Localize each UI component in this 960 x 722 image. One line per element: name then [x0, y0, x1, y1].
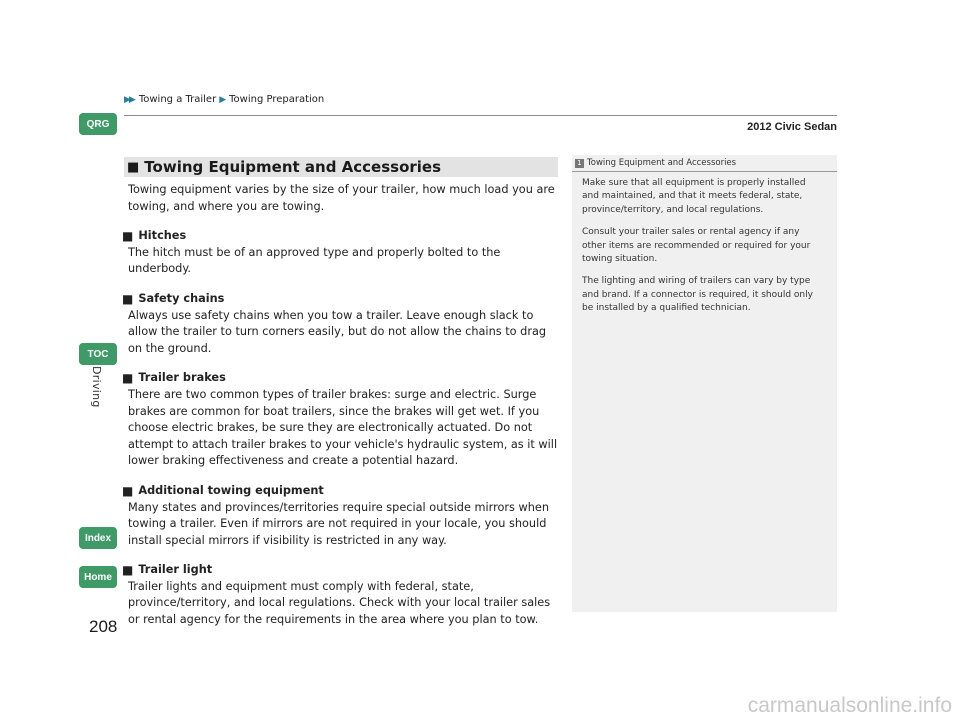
home-button[interactable]: Home — [79, 566, 117, 588]
chapter-label: Driving — [90, 366, 103, 408]
note-body — [572, 172, 837, 316]
subsection-trailer-brakes — [122, 370, 560, 470]
note-paragraph: Consult your trailer sales or rental agency if any other items are recommended or required for your towing situation. — [582, 227, 811, 265]
subsection-title: Hitches — [138, 229, 187, 243]
subsection-heading — [122, 562, 560, 579]
subsection-text: The hitch must be of an approved type and properly bolted to the underbody. — [128, 245, 501, 276]
subsection-text: Trailer lights and equipment must comply with federal, state, province/territory, and local regulations. Check with your local trailer sales or rental agency for the requirements in the area where you plan to tow. — [128, 579, 551, 627]
subsection-safety-chains — [122, 291, 560, 357]
subsection-title: Trailer light — [138, 563, 213, 577]
subsection-additional-equipment — [122, 483, 560, 549]
square-bullet-icon: ■ — [122, 291, 134, 306]
breadcrumb-link-towing-preparation[interactable]: Towing Preparation — [229, 94, 325, 105]
square-bullet-icon: ■ — [122, 229, 134, 244]
qrg-button[interactable]: QRG — [79, 113, 117, 135]
index-button[interactable]: Index — [79, 527, 117, 549]
subsection-title: Additional towing equipment — [138, 483, 324, 497]
breadcrumb-link-towing-trailer[interactable]: Towing a Trailer — [138, 94, 217, 105]
note-sidebar — [572, 155, 837, 612]
breadcrumb-arrow-icon: ▶▶ — [124, 94, 134, 105]
note-paragraph: The lighting and wiring of trailers can vary by type and brand. If a connector is required, it should only be installed by a qualified technician. — [582, 276, 813, 314]
subsection-text: Always use safety chains when you tow a trailer. Leave enough slack to allow the trailer to turn corners easily, but do not allow the chains to drag on the ground. — [128, 308, 547, 355]
section-intro: Towing equipment varies by the size of your trailer, how much load you are towing, and where you are towing. — [128, 183, 555, 213]
subsection-text: Many states and provinces/territories require special outside mirrors when towing a trailer. Even if mirrors are not required in your locale, you should install special mirrors if visibility is restricted in any way. — [128, 500, 550, 547]
square-bullet-icon: ■ — [122, 483, 134, 498]
subsection-heading — [122, 483, 560, 500]
breadcrumb-arrow-icon: ▶ — [219, 94, 225, 105]
model-title: 2012 Civic Sedan — [747, 121, 837, 133]
subsection-heading — [122, 228, 560, 245]
note-heading — [572, 155, 837, 168]
toc-button[interactable]: TOC — [79, 343, 117, 365]
subsection-title: Trailer brakes — [138, 371, 226, 385]
note-number-badge: 1 — [575, 159, 584, 168]
main-content — [122, 182, 560, 629]
square-bullet-icon: ■ — [127, 159, 140, 175]
square-bullet-icon: ■ — [122, 563, 134, 578]
subsection-title: Safety chains — [138, 291, 225, 305]
section-header — [124, 157, 558, 177]
header-divider — [124, 115, 837, 116]
watermark: carmanualsonline.info — [747, 694, 952, 717]
square-bullet-icon: ■ — [122, 371, 134, 386]
subsection-heading — [122, 291, 560, 308]
note-paragraph: Make sure that all equipment is properly installed and maintained, and that it meets federal, state, province/territory, and local regulations. — [582, 178, 806, 215]
section-title: Towing Equipment and Accessories — [144, 158, 442, 176]
breadcrumb — [124, 94, 324, 105]
note-title: Towing Equipment and Accessories — [587, 158, 737, 168]
page-number: 208 — [89, 617, 118, 636]
subsection-heading — [122, 370, 560, 387]
subsection-hitches — [122, 228, 560, 278]
subsection-text: There are two common types of trailer brakes: surge and electric. Surge brakes are common for boat trailers, since the brakes will get wet. If you choose electric brakes, be sure they are electronically actuated. Do not attempt to attach trailer brakes to your vehicle's hydraulic system, as it will lower braking effectiveness and create a potential hazard. — [128, 387, 558, 468]
subsection-trailer-light — [122, 562, 560, 628]
